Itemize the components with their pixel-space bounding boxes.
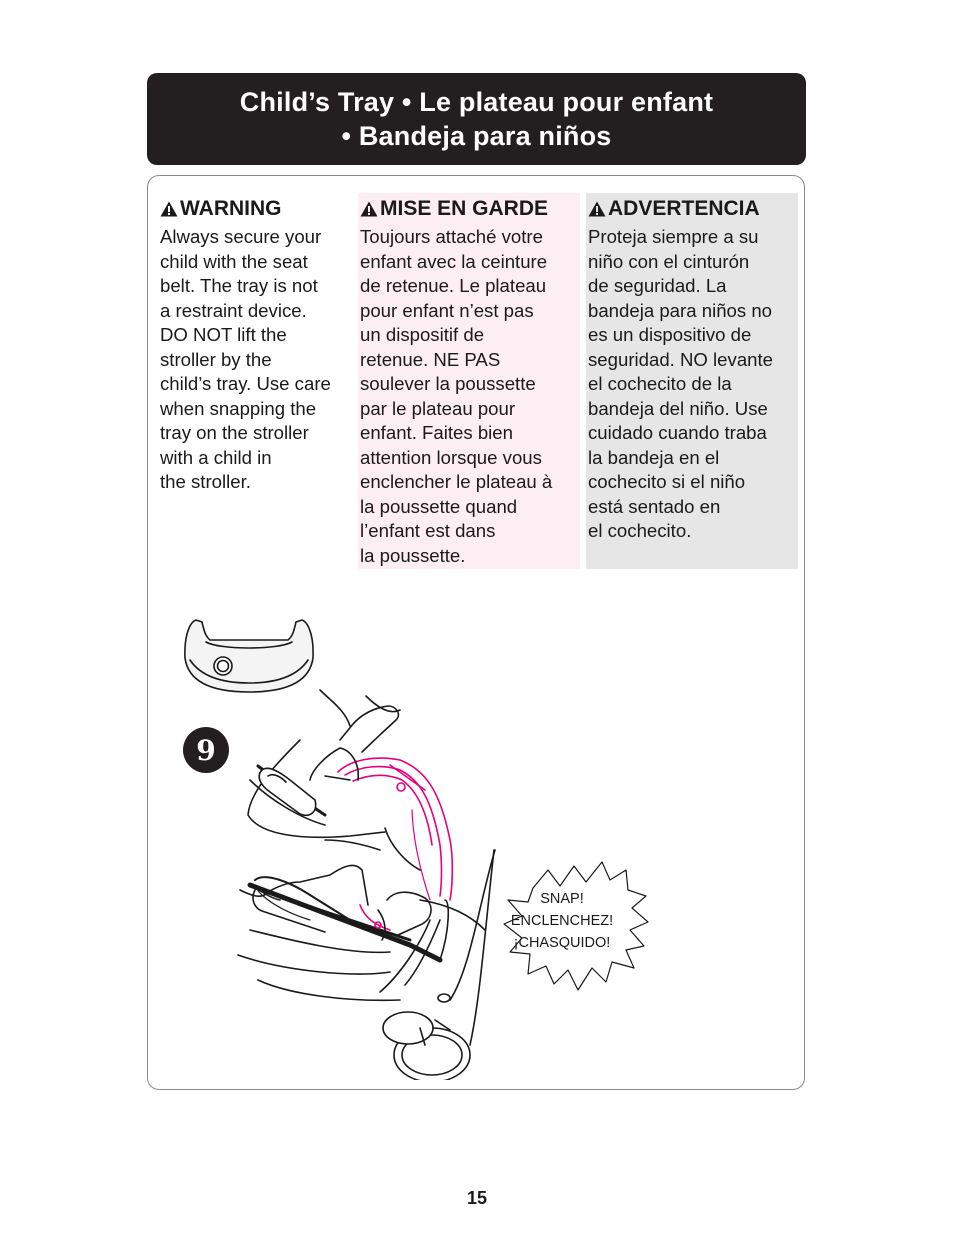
- warning-heading: [360, 197, 578, 221]
- warning-heading-label: WARNING: [180, 197, 282, 220]
- warning-french: [358, 193, 580, 569]
- warning-icon: [160, 201, 178, 217]
- warning-spanish: [586, 193, 798, 569]
- warning-heading-label: ADVERTENCIA: [608, 197, 760, 220]
- warning-heading: [160, 197, 348, 221]
- warning-heading: [588, 197, 796, 221]
- warning-english: [158, 193, 350, 501]
- header-title-line1: Child’s Tray • Le plateau pour enfant: [239, 87, 714, 117]
- header-title-line2: • Bandeja para niños: [341, 121, 612, 151]
- tray-installation-illustration: [150, 600, 800, 1080]
- child-tray-drawing: [185, 620, 313, 692]
- snap-callout-text: SNAP! ENCLENCHEZ! ¡CHASQUIDO!: [510, 891, 614, 951]
- page-header: [147, 73, 806, 165]
- step-number-badge: 9: [183, 727, 229, 773]
- page-number: 15: [466, 1188, 488, 1208]
- warning-text: Toujours attaché votre enfant avec la ceinture de retenue. Le plateau pour enfant n’est pas un dispositif de retenue. NE PAS soulever la poussette par le plateau pour enfant. Faites bien attention lorsque vous enclencher le plateau à la poussette quand l’enfant est dans la poussette.: [360, 226, 553, 566]
- warning-heading-label: MISE EN GARDE: [380, 197, 549, 220]
- warning-text: Proteja siempre a su niño con el cinturón de seguridad. La bandeja para niños no es un dispositivo de seguridad. NO levante el cochecito de la bandeja del niño. Use cuidado cuando traba la bandeja en el cochecito si el niño está sentado en el cochecito.: [588, 226, 774, 541]
- warning-icon: [588, 201, 606, 217]
- warning-icon: [360, 201, 378, 217]
- warning-text: Always secure your child with the seat belt. The tray is not a restraint device. DO NOT lift the stroller by the child’s tray. Use care when snapping the tray on the stroller with a child in the stroller.: [160, 226, 331, 492]
